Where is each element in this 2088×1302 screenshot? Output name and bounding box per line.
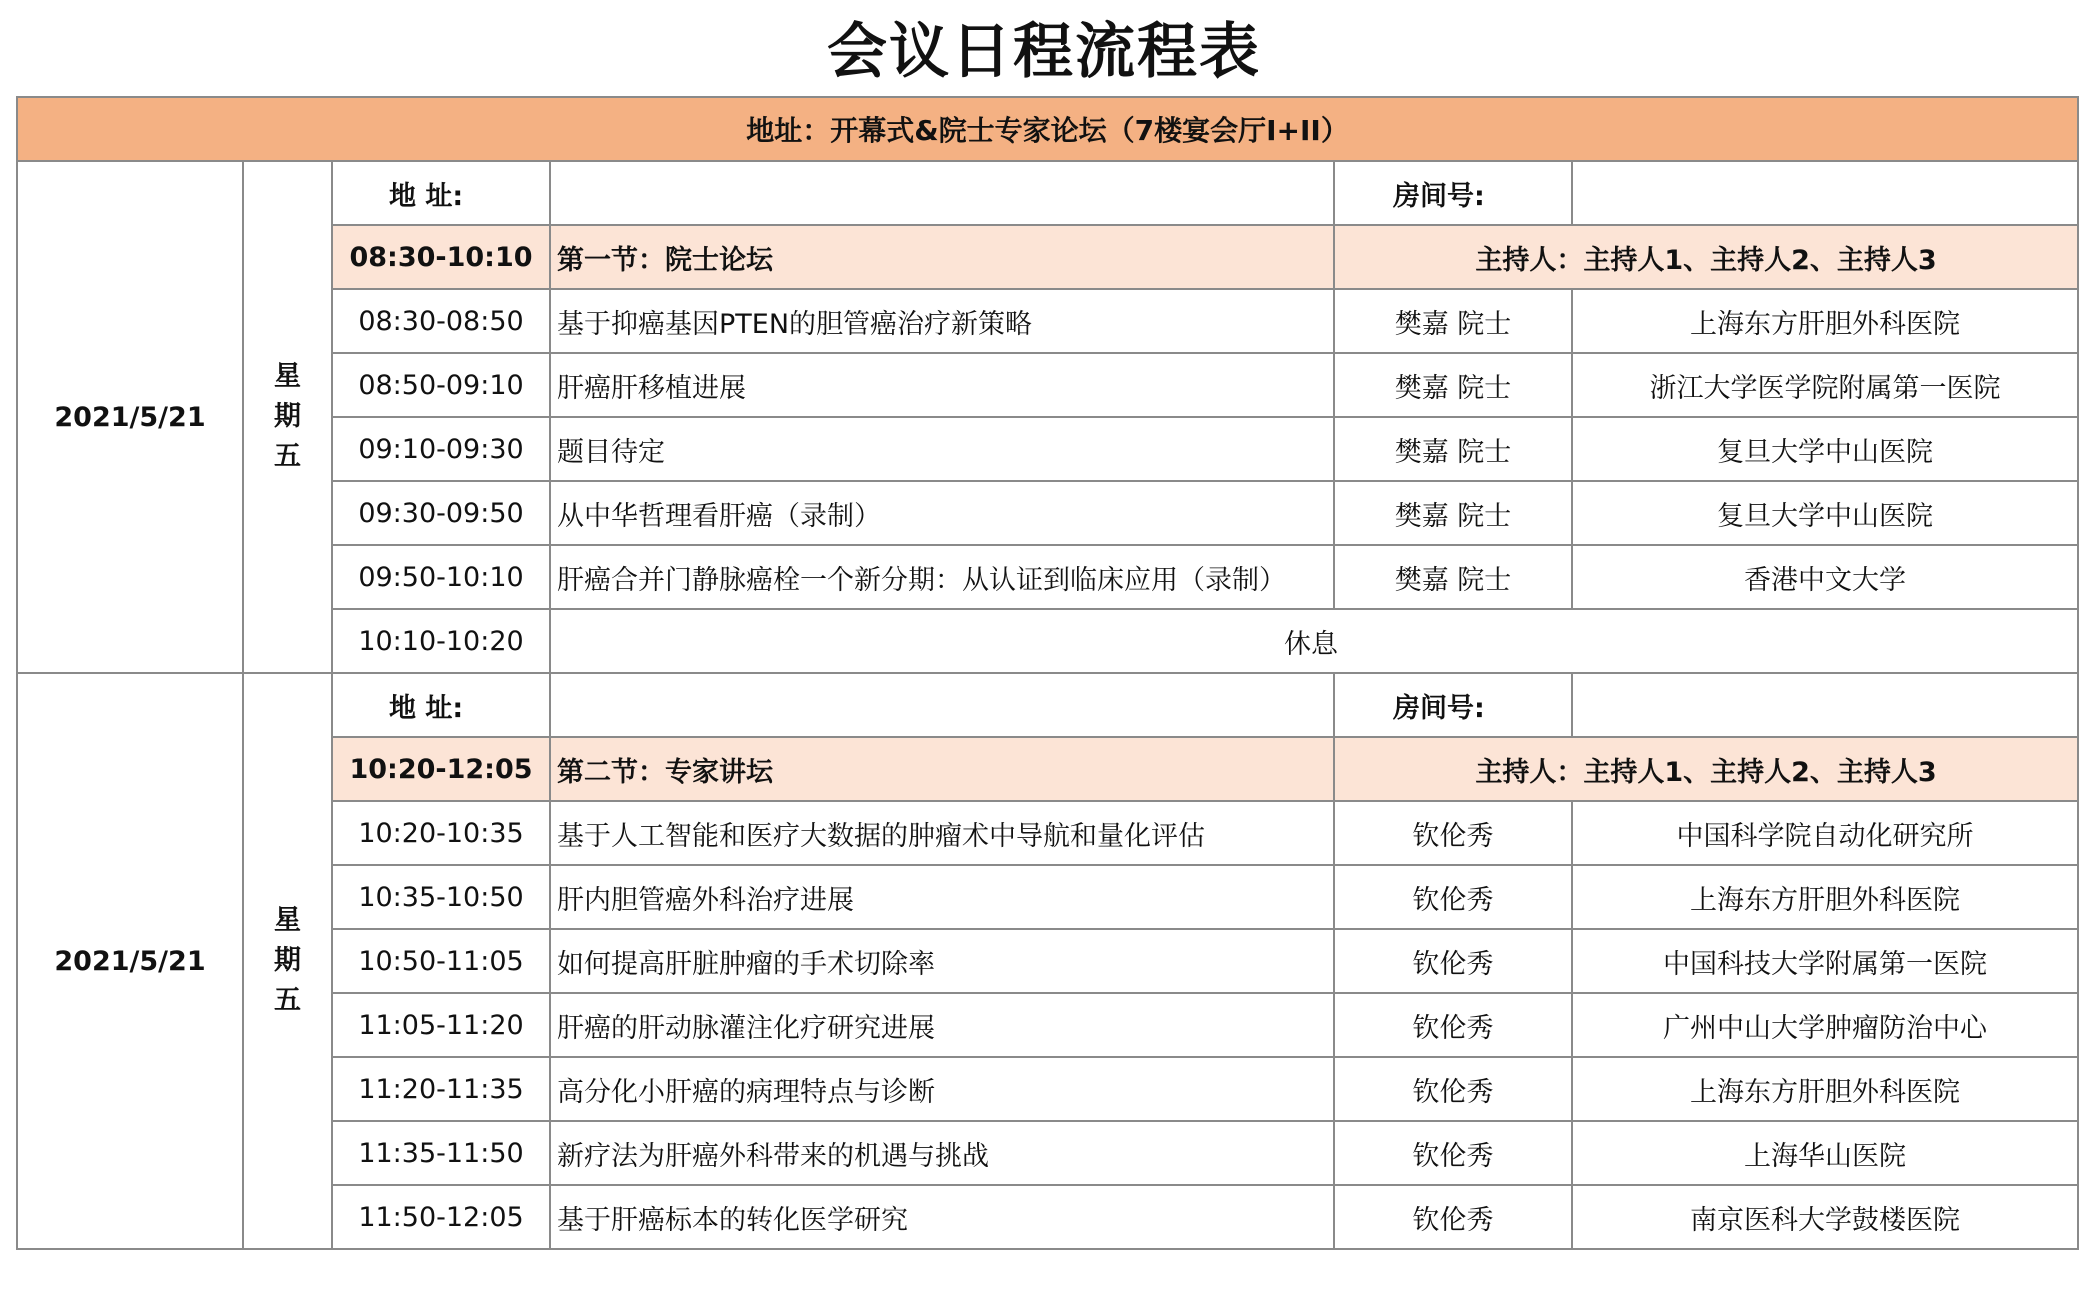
talk-speaker: 钦伦秀	[1334, 801, 1572, 865]
room-label: 房间号:	[1334, 673, 1572, 737]
talk-speaker: 樊嘉 院士	[1334, 481, 1572, 545]
section-hosts: 主持人：主持人1、主持人2、主持人3	[1334, 737, 2078, 801]
talk-institution: 复旦大学中山医院	[1572, 481, 2078, 545]
section-time: 10:20-12:05	[332, 737, 550, 801]
talk-topic: 如何提高肝脏肿瘤的手术切除率	[550, 929, 1334, 993]
talk-institution: 广州中山大学肿瘤防治中心	[1572, 993, 2078, 1057]
talk-topic: 基于肝癌标本的转化医学研究	[550, 1185, 1334, 1249]
talk-time: 09:50-10:10	[332, 545, 550, 609]
talk-institution: 南京医科大学鼓楼医院	[1572, 1185, 2078, 1249]
talk-institution: 中国科学院自动化研究所	[1572, 801, 2078, 865]
weekday-char: 期	[274, 401, 301, 432]
talk-institution: 中国科技大学附属第一医院	[1572, 929, 2078, 993]
talk-speaker: 钦伦秀	[1334, 1185, 1572, 1249]
room-value	[1572, 673, 2078, 737]
talk-topic: 从中华哲理看肝癌（录制）	[550, 481, 1334, 545]
address-label: 地 址:	[332, 673, 550, 737]
talk-topic: 肝癌合并门静脉癌栓一个新分期：从认证到临床应用（录制）	[550, 545, 1334, 609]
talk-institution: 上海东方肝胆外科医院	[1572, 865, 2078, 929]
address-value	[550, 673, 1334, 737]
venue-banner-row	[17, 97, 2078, 161]
talk-time: 11:20-11:35	[332, 1057, 550, 1121]
address-row	[17, 161, 2078, 225]
weekday-char: 期	[274, 945, 301, 976]
section-name: 第一节：院士论坛	[550, 225, 1334, 289]
date-cell: 2021/5/21	[17, 673, 243, 1249]
talk-institution: 上海东方肝胆外科医院	[1572, 1057, 2078, 1121]
talk-speaker: 钦伦秀	[1334, 993, 1572, 1057]
talk-time: 11:35-11:50	[332, 1121, 550, 1185]
talk-speaker: 樊嘉 院士	[1334, 545, 1572, 609]
talk-institution: 上海东方肝胆外科医院	[1572, 289, 2078, 353]
talk-speaker: 钦伦秀	[1334, 929, 1572, 993]
break-time: 10:10-10:20	[332, 609, 550, 673]
talk-topic: 题目待定	[550, 417, 1334, 481]
talk-institution: 复旦大学中山医院	[1572, 417, 2078, 481]
room-value	[1572, 161, 2078, 225]
talk-time: 10:20-10:35	[332, 801, 550, 865]
talk-topic: 高分化小肝癌的病理特点与诊断	[550, 1057, 1334, 1121]
talk-time: 11:05-11:20	[332, 993, 550, 1057]
talk-time: 11:50-12:05	[332, 1185, 550, 1249]
talk-speaker: 钦伦秀	[1334, 1057, 1572, 1121]
talk-institution: 浙江大学医学院附属第一医院	[1572, 353, 2078, 417]
page-title: 会议日程流程表	[827, 17, 1261, 87]
weekday-char: 星	[274, 361, 301, 392]
talk-topic: 基于抑癌基因PTEN的胆管癌治疗新策略	[550, 289, 1334, 353]
address-row	[17, 673, 2078, 737]
talk-topic: 基于人工智能和医疗大数据的肿瘤术中导航和量化评估	[550, 801, 1334, 865]
weekday-char: 五	[274, 441, 301, 472]
weekday-cell	[243, 161, 332, 673]
room-label: 房间号:	[1334, 161, 1572, 225]
address-value	[550, 161, 1334, 225]
talk-speaker: 樊嘉 院士	[1334, 289, 1572, 353]
break-label: 休息	[550, 609, 2078, 673]
talk-time: 08:50-09:10	[332, 353, 550, 417]
talk-topic: 肝内胆管癌外科治疗进展	[550, 865, 1334, 929]
talk-institution: 香港中文大学	[1572, 545, 2078, 609]
talk-time: 09:30-09:50	[332, 481, 550, 545]
talk-speaker: 樊嘉 院士	[1334, 353, 1572, 417]
weekday-cell	[243, 673, 332, 1249]
talk-speaker: 钦伦秀	[1334, 865, 1572, 929]
weekday-char: 五	[274, 985, 301, 1016]
schedule-table	[16, 96, 2079, 1250]
address-label: 地 址:	[332, 161, 550, 225]
talk-topic: 肝癌肝移植进展	[550, 353, 1334, 417]
talk-time: 08:30-08:50	[332, 289, 550, 353]
talk-topic: 肝癌的肝动脉灌注化疗研究进展	[550, 993, 1334, 1057]
section-hosts: 主持人：主持人1、主持人2、主持人3	[1334, 225, 2078, 289]
talk-time: 09:10-09:30	[332, 417, 550, 481]
weekday-char: 星	[274, 905, 301, 936]
talk-time: 10:50-11:05	[332, 929, 550, 993]
venue-banner: 地址：开幕式&院士专家论坛（7楼宴会厅I+II）	[17, 97, 2078, 161]
talk-speaker: 钦伦秀	[1334, 1121, 1572, 1185]
talk-institution: 上海华山医院	[1572, 1121, 2078, 1185]
talk-topic: 新疗法为肝癌外科带来的机遇与挑战	[550, 1121, 1334, 1185]
section-name: 第二节：专家讲坛	[550, 737, 1334, 801]
section-time: 08:30-10:10	[332, 225, 550, 289]
date-cell: 2021/5/21	[17, 161, 243, 673]
talk-speaker: 樊嘉 院士	[1334, 417, 1572, 481]
talk-time: 10:35-10:50	[332, 865, 550, 929]
